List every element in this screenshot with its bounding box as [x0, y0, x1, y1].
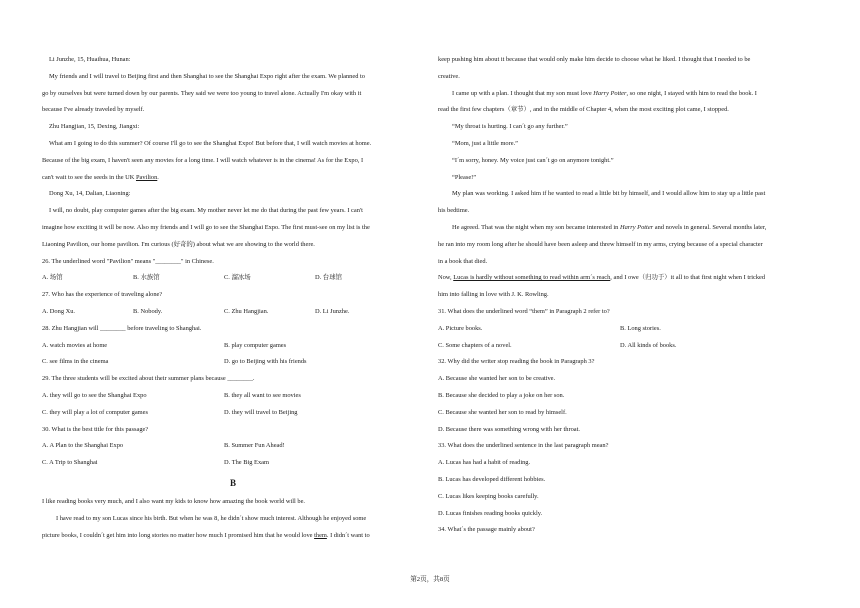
option[interactable]: A. they will go to see the Shanghai Expo — [42, 391, 147, 399]
option[interactable]: C. see films in the cinema — [42, 358, 109, 366]
option[interactable]: B. 水族馆 — [133, 274, 160, 282]
question-30-options — [42, 438, 424, 455]
left-column — [42, 52, 424, 544]
dialogue-line: “Please!” — [452, 173, 477, 181]
text: , and I owe（归功于）it all to that first night when I tricked — [610, 274, 766, 282]
paragraph — [42, 528, 424, 545]
paragraph: What am I going to do this summer? Of course I'll go to see the Shanghai Expo! But before that, I will watch movies at home. — [49, 139, 372, 147]
option[interactable]: C. 溜冰场 — [224, 274, 251, 282]
question-26: 26. The underlined word "Pavilion" means "________" in Chinese. — [42, 257, 214, 265]
option[interactable]: C. Because she wanted her son to read by himself. — [438, 408, 567, 416]
option[interactable]: D. Li Junzhe. — [315, 307, 350, 315]
option[interactable]: B. play computer games — [224, 341, 287, 349]
underlined-word: Pavilion — [135, 173, 158, 181]
option[interactable]: A. watch movies at home — [42, 341, 108, 349]
question-29: 29. The three students will be excited about their summer plans because ________. — [42, 375, 255, 383]
paragraph: Liaoning Pavilion, our home pavilion. I'm curious (好奇的) about what we are showing to the world there. — [42, 240, 315, 248]
dialogue-line: “I´m sorry, honey. My voice just can´t go on anymore tonight.” — [452, 156, 614, 164]
underlined-sentence: Lucas is hardly without something to read within arm´s reach — [453, 274, 611, 282]
option[interactable]: C. Some chapters of a novel. — [438, 341, 512, 349]
question-27-options — [42, 304, 424, 321]
text: can't wait to see the seeds in the UK — [42, 173, 136, 181]
text: , so one night, I stayed with him to read the book. I — [626, 89, 757, 97]
paragraph: go by ourselves but were turned down by our parents. They said we were too young to travel alone. Actually I'm okay with it — [42, 89, 362, 97]
question-26-options — [42, 270, 424, 287]
text: picture books, I couldn´t get him into long stories no matter how much I promised him that he would love — [42, 531, 315, 539]
book-title: Harry Potter — [619, 223, 654, 231]
question-28-options — [42, 338, 424, 355]
paragraph: read the first few chapters（章节）, and in the middle of Chapter 4, when the most exciting plot came, I stopped. — [438, 106, 729, 114]
page-footer: 第2页，共8页 — [410, 576, 450, 583]
text: . I didn´t want to — [326, 531, 370, 539]
question-28: 28. Zhu Hangjian will ________ before traveling to Shanghai. — [42, 324, 202, 332]
paragraph: imagine how exciting it will be now. Also my friends and I will go to see the Shanghai Expo. The first must-see on my list is the — [42, 223, 370, 231]
option[interactable]: A. Because she wanted her son to be creative. — [438, 375, 556, 383]
question-29-options — [42, 388, 424, 405]
paragraph: in a book that died. — [438, 257, 488, 265]
option[interactable]: A. Picture books. — [438, 324, 483, 332]
question-28-options — [42, 354, 424, 371]
book-title: Harry Potter — [593, 89, 627, 97]
question-32: 32. Why did the writer stop reading the book in Paragraph 3? — [438, 358, 595, 366]
option[interactable]: C. Zhu Hangjian. — [224, 307, 269, 315]
option[interactable]: D. 台球馆 — [315, 274, 342, 282]
option[interactable]: A. 场馆 — [42, 274, 63, 282]
question-30-options — [42, 455, 424, 472]
paragraph: creative. — [438, 72, 460, 80]
option[interactable]: C. Lucas likes keeping books carefully. — [438, 492, 539, 500]
option[interactable]: B. Summer Fun Ahead! — [224, 442, 285, 450]
underlined-word: them — [314, 531, 327, 539]
paragraph: Zhu Hangjian, 15, Dexing, Jiangxi: — [49, 123, 140, 131]
option[interactable]: D. Because there was something wrong with her throat. — [438, 425, 580, 433]
paragraph — [438, 270, 820, 287]
option[interactable]: A. Lucas has had a habit of reading. — [438, 459, 531, 467]
option[interactable]: D. go to Beijing with his friends — [224, 358, 307, 366]
paragraph: My plan was working. I asked him if he wanted to read a little bit by himself, and I would allow him to stay up a little past — [452, 190, 766, 198]
option[interactable]: B. they all want to see movies — [224, 391, 301, 399]
paragraph: My friends and I will travel to Beijing first and then Shanghai to see the Shanghai Expo right after the exam. We planned to — [49, 72, 365, 80]
text: I came up with a plan. I thought that my son must love — [452, 89, 594, 97]
question-27: 27. Who has the experience of traveling alone? — [42, 291, 163, 299]
dialogue-line: “Mom, just a little more.” — [452, 139, 519, 147]
paragraph: him into falling in love with J. K. Rowling. — [438, 291, 549, 299]
paragraph — [42, 170, 424, 187]
option[interactable]: A. A Plan to the Shanghai Expo — [42, 442, 124, 450]
text: He agreed. That was the night when my son became interested in — [452, 223, 620, 231]
question-31: 31. What does the underlined word “them” in Paragraph 2 refer to? — [438, 307, 610, 315]
option[interactable]: D. they will travel to Beijing — [224, 408, 298, 416]
question-31-options — [438, 338, 820, 355]
option[interactable]: B. Because she decided to play a joke on her son. — [438, 391, 565, 399]
option[interactable]: B. Nobody. — [133, 307, 163, 315]
question-29-options — [42, 405, 424, 422]
right-column — [438, 52, 820, 539]
question-31-options — [438, 321, 820, 338]
paragraph: I like reading books very much, and I also want my kids to know how amazing the book world will be. — [42, 497, 306, 505]
text: . — [157, 173, 159, 181]
option[interactable]: B. Lucas has developed different hobbies. — [438, 475, 546, 483]
option[interactable]: D. Lucas finishes reading books quickly. — [438, 509, 543, 517]
paragraph: Li Junzhe, 15, Huaihua, Hunan: — [49, 56, 131, 63]
paragraph: keep pushing him about it because that would only make him decide to choose what he liked. I thought that I needed to be — [438, 56, 751, 63]
option[interactable]: C. A Trip to Shanghai — [42, 459, 98, 467]
paragraph: his bedtime. — [438, 207, 470, 215]
text: Now, — [438, 274, 454, 282]
option[interactable]: A. Dong Xu. — [42, 307, 76, 315]
paragraph: Because of the big exam, I haven't seen any movies for a long time. I will watch whatever is in the cinema! As for the Expo, I — [42, 156, 364, 164]
paragraph: I have read to my son Lucas since his birth. But when he was 8, he didn´t show much interest. Although he enjoyed some — [56, 514, 367, 522]
paragraph — [438, 220, 820, 237]
question-34: 34. What´s the passage mainly about? — [438, 526, 535, 534]
section-heading-b: B — [229, 477, 236, 488]
paragraph: I will, no doubt, play computer games after the big exam. My mother never let me do that during the past few years. I can't — [49, 207, 363, 215]
text: and novels in general. Several months later, — [653, 223, 767, 231]
paragraph: Dong Xu, 14, Dalian, Liaoning: — [49, 190, 131, 198]
option[interactable]: D. All kinds of books. — [620, 341, 677, 349]
option[interactable]: B. Long stories. — [620, 324, 661, 332]
option[interactable]: D. The Big Exam — [224, 459, 269, 467]
option[interactable]: C. they will play a lot of computer games — [42, 408, 148, 416]
paragraph: he ran into my room long after he should have been asleep and threw himself in my arms, crying because of a special character — [438, 240, 763, 248]
question-30: 30. What is the best title for this passage? — [42, 425, 149, 433]
dialogue-line: “My throat is hurting. I can´t go any further.” — [452, 123, 568, 131]
paragraph: because I've already traveled by myself. — [42, 106, 145, 114]
question-33: 33. What does the underlined sentence in the last paragraph mean? — [438, 442, 609, 450]
paragraph — [438, 86, 820, 103]
